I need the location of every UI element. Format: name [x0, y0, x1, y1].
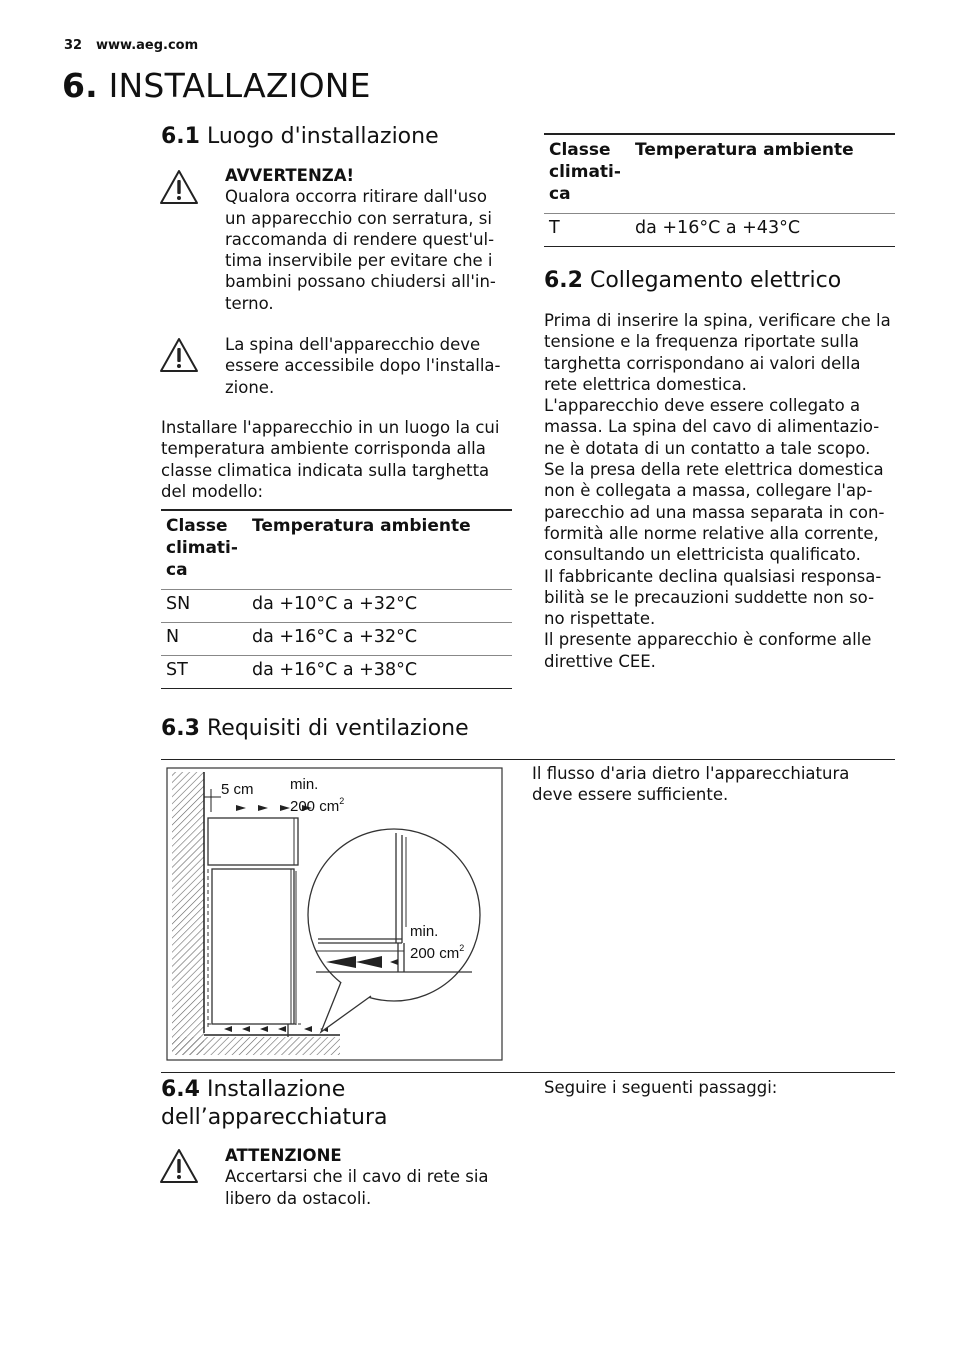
section-number: 6.4	[161, 1077, 200, 1102]
table-row	[161, 656, 512, 689]
area-superscript: 2	[339, 796, 345, 806]
warning-text-line: tima inservibile per evitare che i	[225, 251, 493, 271]
table-cell-class: SN	[161, 590, 247, 623]
paragraph-line: formità alle norme relative alla corrente,	[544, 523, 879, 543]
warning-text-line: un apparecchio con serratura, si	[225, 208, 492, 228]
chapter-title-text: INSTALLAZIONE	[108, 66, 371, 105]
paragraph-line: classe climatica indicata sulla targhetta	[161, 460, 490, 480]
header-line: Classe	[166, 516, 228, 536]
warning-text-line: Qualora occorra ritirare dall'uso	[225, 187, 487, 207]
caution-text-line: Accertarsi che il cavo di rete sia	[225, 1167, 489, 1187]
warning-icon	[159, 1148, 199, 1184]
gap-label: 5 cm	[221, 781, 254, 798]
table-cell-temperature: da +16°C a +38°C	[247, 656, 512, 689]
paragraph-line: rete elettrica domestica.	[544, 374, 747, 394]
paragraph-line: targhetta corrispondano ai valori della	[544, 353, 861, 373]
paragraph-line: Installare l'apparecchio in un luogo la cui	[161, 418, 500, 437]
section-title: Collegamento elettrico	[589, 268, 842, 293]
section-title: Requisiti di ventilazione	[206, 716, 469, 741]
header-line: Classe	[549, 140, 611, 160]
floor-hatch	[172, 1037, 340, 1055]
table-cell-class: T	[544, 214, 630, 247]
header-line: climati-	[549, 162, 621, 182]
paragraph-line: Prima di inserire la spina, verificare che la	[544, 311, 891, 330]
table-cell-temperature: da +10°C a +32°C	[247, 590, 512, 623]
caution-title: ATTENZIONE	[225, 1146, 342, 1165]
paragraph-line: Il fabbricante declina qualsiasi responsa-	[544, 566, 882, 586]
section-6-2-body	[544, 310, 904, 672]
section-title: Luogo d'installazione	[206, 124, 439, 149]
caution-box	[225, 1145, 515, 1209]
paragraph-line: tensione e la frequenza riportate sulla	[544, 332, 859, 352]
paragraph-line: bilità se le precauzioni suddette non so-	[544, 587, 875, 607]
chapter-title	[62, 66, 371, 105]
header-url: www.aeg.com	[96, 38, 199, 53]
warning-text-line: La spina dell'apparecchio deve	[225, 335, 481, 354]
page-number: 32	[64, 38, 83, 53]
warning-text-line: raccomanda di rendere quest'ul-	[225, 229, 495, 249]
paragraph-line: non è collegata a massa, collegare l'ap-	[544, 481, 873, 501]
section-divider	[161, 1072, 895, 1073]
area-superscript: 2	[459, 943, 465, 953]
paragraph-line: no rispettate.	[544, 609, 656, 629]
warning-text-line: zione.	[225, 377, 275, 397]
paragraph-line: direttive CEE.	[544, 651, 656, 671]
header-line: ca	[166, 560, 188, 580]
section-6-3-heading	[161, 716, 469, 741]
paragraph-line: del modello:	[161, 481, 264, 501]
warning-icon	[159, 169, 199, 205]
section-divider	[161, 759, 895, 760]
warning-text-line: bambini possano chiudersi all'in-	[225, 272, 496, 292]
warning-icon	[159, 337, 199, 373]
paragraph-line: consultando un elettricista qualificato.	[544, 545, 861, 565]
warning-title: AVVERTENZA!	[225, 166, 355, 185]
table-cell-class: ST	[161, 656, 247, 689]
wall-cabinet	[208, 818, 298, 865]
area-value: 200 cm	[410, 945, 460, 962]
section-number: 6.2	[544, 268, 583, 293]
wall-hatch	[172, 772, 204, 1055]
warning-2	[225, 334, 515, 398]
paragraph-line: deve essere sufficiente.	[532, 785, 729, 805]
min-label-top: min.	[290, 776, 319, 793]
table-header-class	[161, 510, 247, 590]
area-label-detail	[410, 943, 464, 962]
header-line: ca	[549, 184, 571, 204]
warning-text-line: terno.	[225, 293, 274, 313]
section-6-1-intro	[161, 417, 516, 502]
section-6-1-heading	[161, 124, 439, 149]
table-header-class	[544, 134, 630, 214]
table-row	[161, 590, 512, 623]
section-6-4-heading	[161, 1076, 388, 1132]
steps-intro: Seguire i seguenti passaggi:	[544, 1078, 778, 1097]
detail-magnifier	[308, 829, 480, 1001]
warning-text-line: essere accessibile dopo l'installa-	[225, 356, 501, 376]
area-label-top	[290, 796, 344, 815]
table-row	[161, 623, 512, 656]
paragraph-line: parecchio ad una massa separata in con-	[544, 502, 885, 522]
ventilation-diagram	[166, 767, 504, 1062]
section-title-line: dell’apparecchiatura	[161, 1105, 388, 1130]
caution-text-line: libero da ostacoli.	[225, 1188, 372, 1208]
table-header-row	[544, 134, 895, 214]
header-line: climati-	[166, 538, 238, 558]
table-cell-class: N	[161, 623, 247, 656]
area-value: 200 cm	[290, 798, 340, 815]
chapter-number: 6.	[62, 66, 98, 105]
table-header-temperature: Temperatura ambiente	[635, 140, 854, 160]
min-label-detail: min.	[410, 923, 439, 940]
section-title: Installazione	[206, 1077, 346, 1102]
paragraph-line: temperatura ambiente corrisponda alla	[161, 439, 486, 459]
table-header-row	[161, 510, 512, 590]
paragraph-line: ne è dotata di un contatto a tale scopo.	[544, 438, 871, 458]
refrigerator	[212, 869, 294, 1024]
table-cell-temperature: da +16°C a +43°C	[630, 214, 895, 247]
section-number: 6.3	[161, 716, 200, 741]
paragraph-line: L'apparecchio deve essere collegato a	[544, 396, 861, 416]
section-6-2-heading	[544, 268, 841, 293]
table-row	[544, 214, 895, 247]
section-6-3-text	[532, 763, 902, 806]
paragraph-line: Il flusso d'aria dietro l'apparecchiatura	[532, 764, 850, 783]
section-number: 6.1	[161, 124, 200, 149]
paragraph-line: Se la presa della rete elettrica domestica	[544, 460, 884, 480]
paragraph-line: Il presente apparecchio è conforme alle	[544, 630, 872, 650]
table-cell-temperature: da +16°C a +32°C	[247, 623, 512, 656]
paragraph-line: massa. La spina del cavo di alimentazio-	[544, 417, 880, 437]
table-header-temperature: Temperatura ambiente	[252, 516, 471, 536]
climate-class-table	[161, 509, 512, 689]
warning-1	[225, 165, 515, 314]
climate-class-table-continued	[544, 133, 895, 247]
